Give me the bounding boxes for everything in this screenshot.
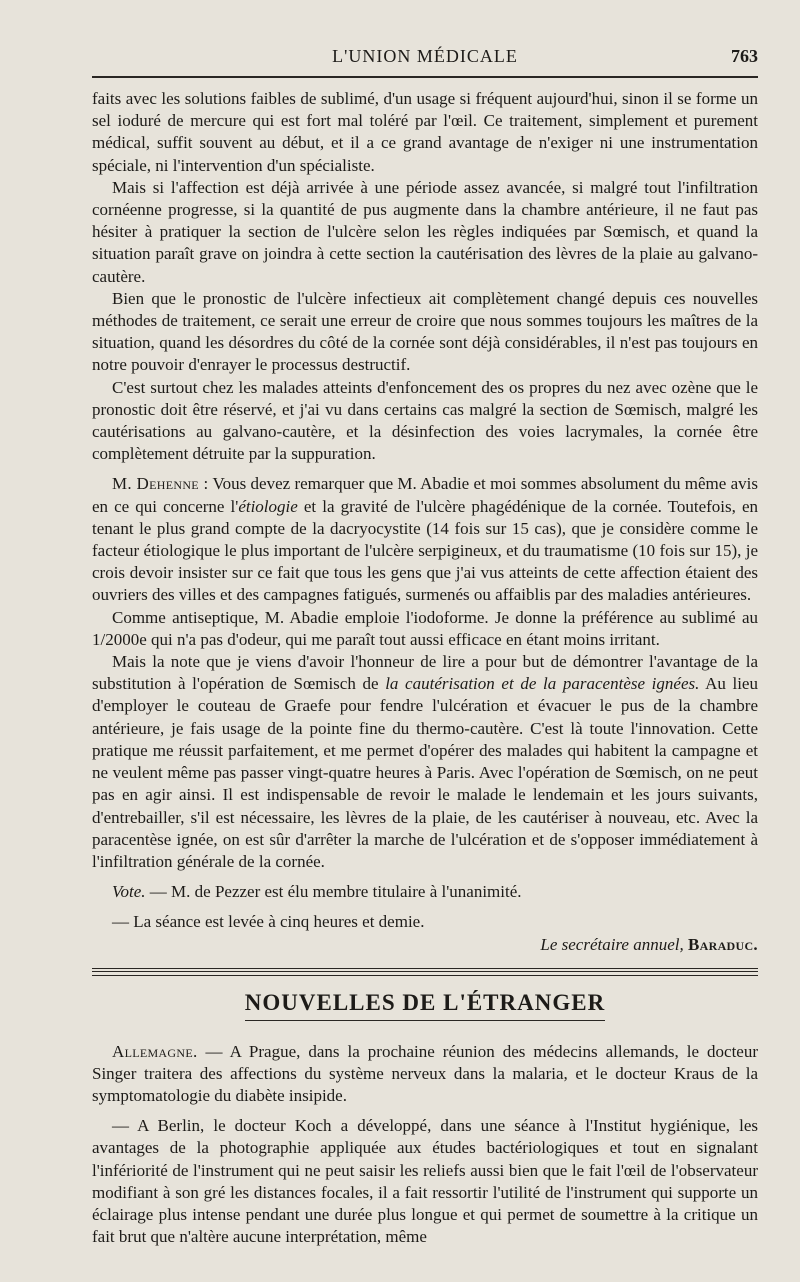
speaker-name: M. Dehenne :	[112, 474, 209, 494]
paragraph-berlin: — A Berlin, le docteur Koch a développé, dans une séance à l'Institut hygiénique, les avantages de la photographie appliquée aux études bactériologiques et tout en signalant l'infériorité de l'instrument qui ne peut saisir les reliefs aussi bien que le fait l'œil de l'observateur modifiant à son gré les distances focales, il a fait ressortir l'utilité de l'instrument qui supporte un éclairage plus intense pendant une durée plus longue et qui permet de soumettre à la critique un fait brut que n'altère aucune interprétation, même	[92, 1116, 758, 1247]
paragraph-dehenne-part-a: Vous devez remarquer que M. Abadie et moi sommes absolument du même avis en ce qui concerne l'	[92, 474, 758, 516]
running-title: L'UNION MÉDICALE	[332, 46, 518, 66]
paragraph-prague	[92, 1041, 758, 1108]
section-title: NOUVELLES DE L'ÉTRANGER	[244, 989, 606, 1015]
paragraph-dehenne-part-b: et la gravité de l'ulcère phagédénique de la cornée. Toutefois, en tenant le plus grand compte de la dacryocystite (14 fois sur 15 cas), que je considère comme le facteur étiologique le plus important de l'ulcère serpigineux, et du traumatisme (10 fois sur 15), je crois devoir insister sur ce fait que tous les gens que j'ai vus atteints de cette affection étaient des ouvriers des villes et des campagnes fatigués, surmenés ou affaiblis par des maladies antérieures.	[92, 496, 758, 605]
paragraph-vote	[92, 881, 758, 903]
paragraph-advanced-stage: Mais si l'affection est déjà arrivée à une période assez avancée, si malgré tout l'infiltration cornéenne progresse, si la quantité de pus augmente dans la chambre antérieure, il ne faut pas hésiter à pratiquer la section de l'ulcère selon les règles indiquées par Sœmisch, et quand la situation paraît grave on joindra à cette section la cautérisation des lèvres de la plaie au galvano-cautère.	[92, 177, 758, 286]
vote-text: — M. de Pezzer est élu membre titulaire à l'unanimité.	[145, 882, 522, 902]
paragraph-ozene: C'est surtout chez les malades atteints d'enfoncement des os propres du nez avec ozène que le pronostic doit être réservé, et j'ai vu dans certains cas malgré la section de Sœmisch, malgré les cautérisations au galvano-cautère, et la désinfection des voies lacrymales, la cornée être complètement détruite par la suppuration.	[92, 377, 758, 464]
running-head	[92, 40, 758, 74]
page-number: 763	[731, 46, 758, 66]
emphasis-paracentese: la cautérisation et de la paracentèse ignées.	[385, 674, 700, 694]
foreign-news-body	[92, 1041, 758, 1249]
signature	[92, 934, 758, 956]
section-title-underline	[245, 1020, 605, 1021]
header-rule	[92, 76, 758, 78]
vote-label: Vote.	[112, 882, 146, 902]
paragraph-prognosis: Bien que le pronostic de l'ulcère infectieux ait complètement changé depuis ces nouvelles méthodes de traitement, ce serait une erreur de croire que nous sommes toujours les maîtres de la situation, quand les désordres du côté de la cornée sont déjà considérables, il n'est pas toujours en notre pouvoir d'enrayer le processus destructif.	[92, 288, 758, 375]
paragraph-continuation: faits avec les solutions faibles de sublimé, d'un usage si fréquent aujourd'hui, sinon il se forme un sel ioduré de mercure qui est fort mal toléré par l'œil. Ce traitement, simplement et purement médical, suffit souvent au début, et il a ce grand avantage de n'exiger ni une instrumentation spéciale, ni l'intervention d'un spécialiste.	[92, 89, 758, 175]
section-divider	[92, 968, 758, 976]
paragraph-prague-text: — A Prague, dans la prochaine réunion des médecins allemands, le docteur Singer traitera des affections du système nerveux dans la malaria, et le docteur Kraus de la symptomatologie du diabète insipide.	[92, 1041, 758, 1105]
signature-name: Baraduc.	[688, 934, 758, 954]
signature-role: Le secrétaire annuel,	[540, 934, 684, 954]
country-label: Allemagne.	[112, 1041, 198, 1061]
emphasis-etiologie: étiologie	[238, 496, 298, 516]
paragraph-closing: — La séance est levée à cinq heures et demie.	[112, 912, 425, 932]
paragraph-cauterisation-part-b: Au lieu d'employer le couteau de Graefe pour fendre l'ulcération et évacuer le pus de la chambre antérieure, je fais usage de la pointe fine du thermo-cautère. C'est là toute l'innovation. Cette pratique me réussit parfaitement, et me permet d'opérer des malades qui habitent la campagne et ne veulent même pas passer vingt-quatre heures à Paris. Avec l'opération de Sœmisch, on ne peut pas en agir ainsi. Il est indispensable de revoir le malade le lendemain et les jours suivants, d'entrebailler, s'il est nécessaire, les lèvres de la plaie, de les cautériser à nouveau, etc. Avec la paracentèse ignée, on est sûr d'arrêter la marche de l'ulcération et de s'opposer immédiatement à l'infiltration générale de la cornée.	[92, 674, 758, 871]
paragraph-cauterisation-part-a: Mais la note que je viens d'avoir l'honneur de lire a pour but de démontrer l'avantage de la substitution à l'opération de Sœmisch de	[92, 652, 758, 694]
paragraph-cauterisation	[92, 651, 758, 873]
paragraph-antiseptique: Comme antiseptique, M. Abadie emploie l'iodoforme. Je donne la préférence au sublimé au 1/2000e qui n'a pas d'odeur, qui me paraît tout aussi efficace en étant moins irritant.	[92, 607, 758, 649]
discussion-body	[92, 88, 758, 934]
paragraph-dehenne	[92, 473, 758, 606]
